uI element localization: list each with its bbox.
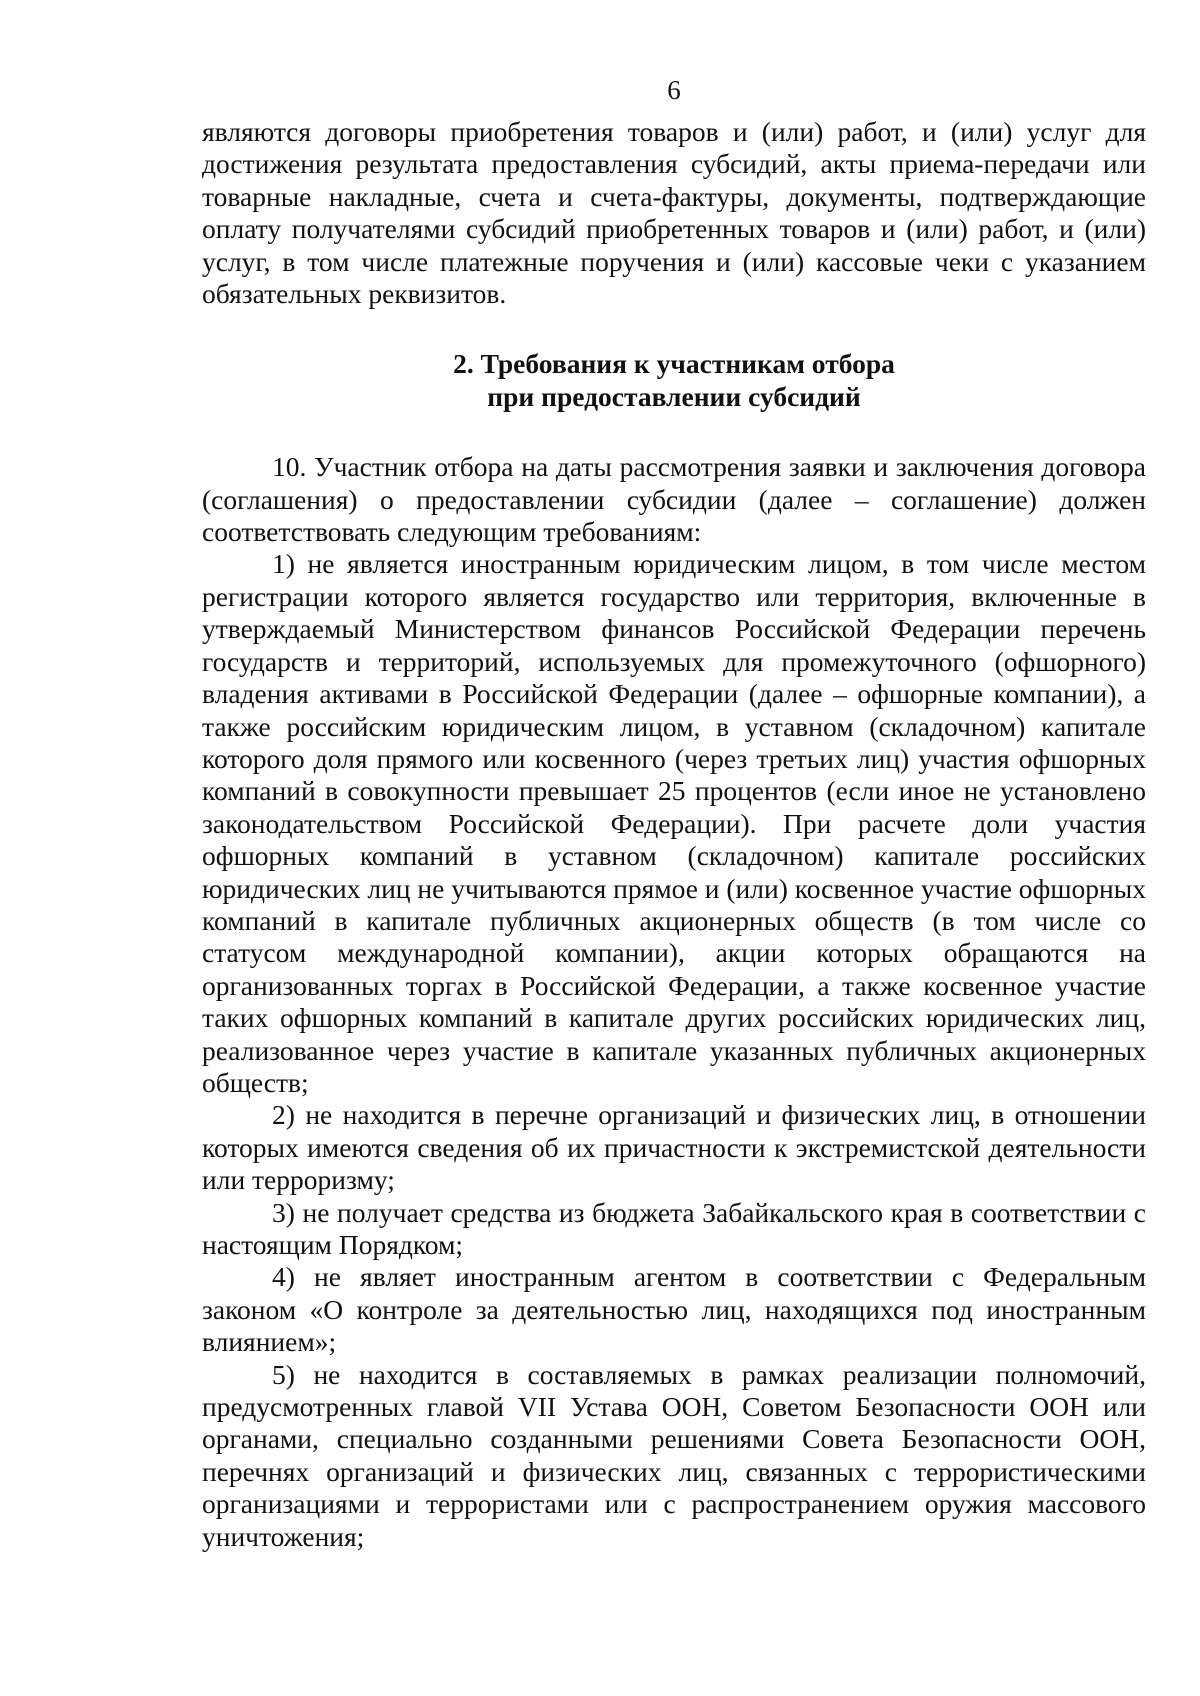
section-heading-line-1: 2. Требования к участникам отбора [453, 348, 895, 380]
page-number: 6 [667, 75, 681, 105]
intro-paragraph: являются договоры приобретения товаров и (или) работ, и (или) услуг для достижения результата предоставления субсидий, акты приема-передачи или товарные накладные, счета и счета-фактуры, документы, подтверждающие оплату получателями субсидий приобретенных товаров и (или) работ, и (или) услуг, в том числе платежные поручения и (или) кассовые чеки с указанием обязательных реквизитов. [202, 116, 1146, 310]
paragraph-item-1: 1) не является иностранным юридическим лицом, в том числе местом регистрации которого является государство или территория, включенные в утверждаемый Министерством финансов Российской Федерации перечень государств и территорий, используемых для промежуточного (офшорного) владения активами в Российской Федерации (далее – офшорные компании), а также российским юридическим лицом, в уставном (складочном) капитале которого доля прямого или косвенного (через третьих лиц) участия офшорных компаний в совокупности превышает 25 процентов (если иное не установлено законодательством Российской Федерации). При расчете доли участия офшорных компаний в уставном (складочном) капитале российских юридических лиц не учитываются прямое и (или) косвенное участие офшорных компаний в капитале публичных акционерных обществ (в том числе со статусом международной компании), акции которых обращаются на организованных торгах в Российской Федерации, а также косвенное участие таких офшорных компаний в капитале других российских юридических лиц, реализованное через участие в капитале указанных публичных акционерных обществ; [202, 548, 1146, 1098]
paragraph-item-2: 2) не находится в перечне организаций и физических лиц, в отношении которых имеются сведения об их причастности к экстремистской деятельности или терроризму; [202, 1099, 1146, 1196]
paragraph-item-3: 3) не получает средства из бюджета Забайкальского края в соответствии с настоящим Порядком; [202, 1196, 1146, 1260]
paragraph-item-5: 5) не находится в составляемых в рамках реализации полномочий, предусмотренных главой VII Устава ООН, Советом Безопасности ООН или органами, специально созданными решениями Совета Безопасности ООН, перечнях организаций и физических лиц, связанных с террористическими организациями и террористами или с распространением оружия массового уничтожения; [202, 1358, 1146, 1552]
paragraph-10: 10. Участник отбора на даты рассмотрения заявки и заключения договора (соглашения) о предоставлении субсидии (далее – соглашение) должен соответствовать следующим требованиям: [202, 451, 1146, 548]
section-heading [202, 348, 1146, 413]
document-page [202, 74, 1146, 1553]
section-heading-line-2: при предоставлении субсидий [487, 380, 861, 412]
paragraph-item-4: 4) не являет иностранным агентом в соответствии с Федеральным законом «О контроле за деятельностью лиц, находящихся под иностранным влиянием»; [202, 1261, 1146, 1358]
